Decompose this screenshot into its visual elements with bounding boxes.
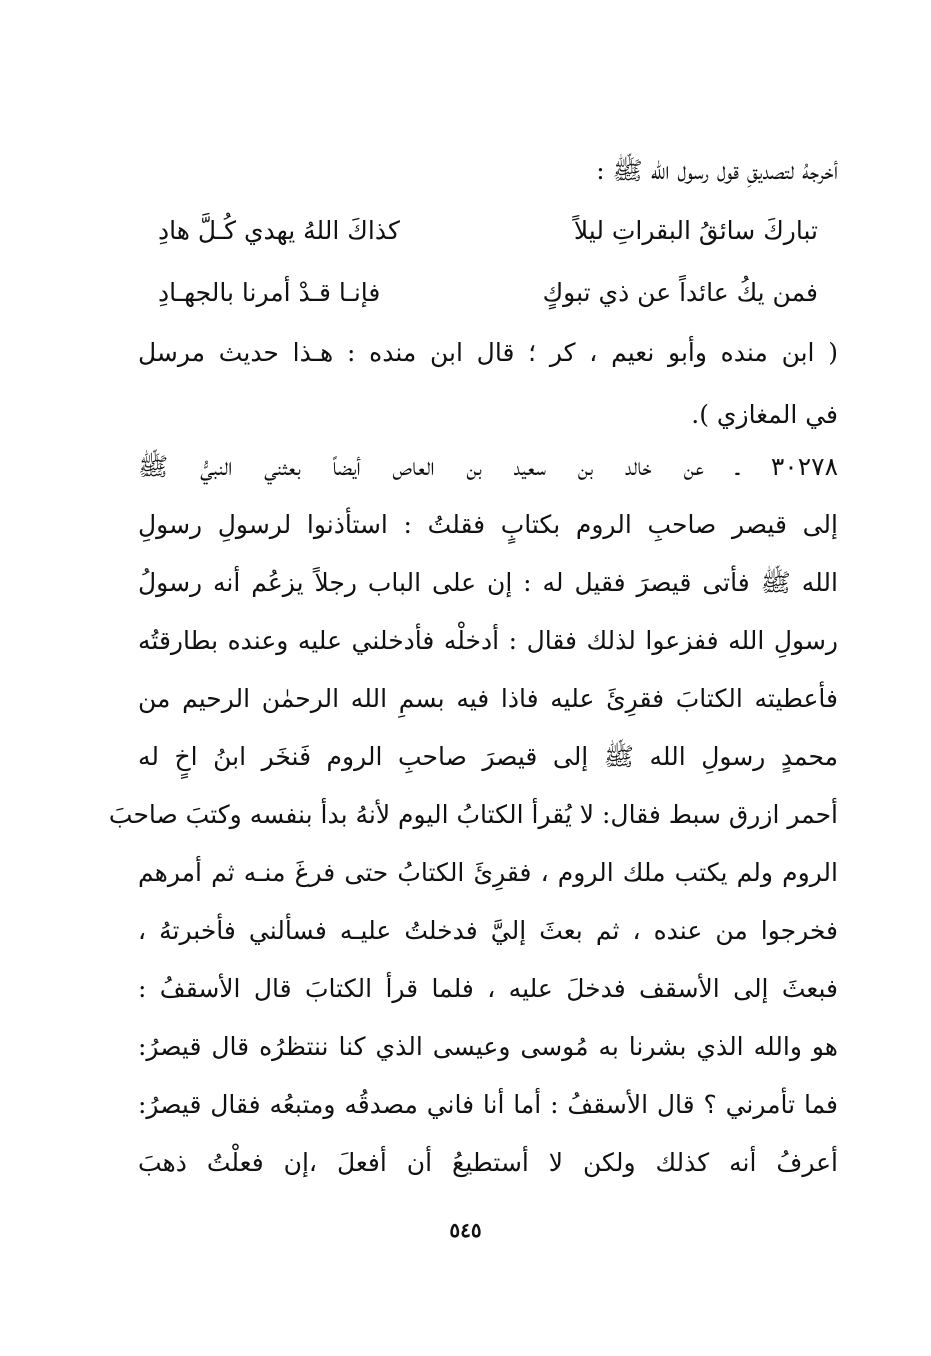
hadith-line: فخرجوا من عنده ، ثم بعثَ إليَّ فدخلتُ عليـه فسألني فأخبرتهُ ، bbox=[138, 916, 838, 945]
hadith-line: أحمر ازرق سبط فقال: لا يُقرأ الكتابُ اليوم لأنهُ بدأ بنفسه وكتبَ صاحبَ bbox=[108, 800, 838, 829]
hadith-line: فبعثَ إلى الأسقف فدخلَ عليه ، فلما قرأ الكتابَ قال الأسقفُ : bbox=[138, 974, 838, 1003]
hadith-paragraph bbox=[108, 436, 838, 1216]
hadith-line: أعرفُ أنه كذلك ولكن لا أستطيعُ أن أفعلَ ،إن فعلْتُ ذهبَ bbox=[138, 1148, 838, 1177]
intro-line: أخرجهُ لتصديقِ قول رسول الله ﷺ : bbox=[596, 156, 838, 185]
hadith-line: فأعطيته الكتابَ فقرِئَ عليه فاذا فيه بسمِ الله الرحمٰن الرحيم من bbox=[138, 684, 838, 713]
source-note-line: في المغازي ). bbox=[691, 400, 838, 429]
hadith-line: إلى قيصر صاحبِ الروم بكتابٍ فقلتُ : استأذنوا لرسولِ رسولِ bbox=[138, 510, 838, 539]
poem-verse bbox=[138, 262, 838, 324]
hadith-line: الروم ولم يكتب ملك الروم ، فقرِئَ الكتابُ حتى فرغَ منـه ثم أمرهم bbox=[138, 858, 838, 887]
poem-second-hemistich: فإنـا قـدْ أمرنا بالجهـادِ bbox=[158, 278, 381, 307]
poem-verse bbox=[138, 200, 838, 262]
hadith-line: رسولِ الله ففزعوا لذلك فقال : أدخلْه فأدخلني عليه وعنده بطارقتُه bbox=[138, 626, 838, 655]
source-note-line: ( ابن منده وأبو نعيم ، كر ؛ قال ابن منده : هـذا حديث مرسل bbox=[138, 338, 838, 367]
hadith-line: فما تأمرني ؟ قال الأسقفُ : أما أنا فاني مصدقُه ومتبعُه فقال قيصرُ: bbox=[138, 1090, 838, 1119]
hadith-line: محمدٍ رسولِ الله ﷺ إلى قيصرَ صاحبِ الروم فَنخَر ابنُ اخٍ له bbox=[138, 742, 838, 771]
poem-first-hemistich: فمن يكُ عائداً عن ذي تبوكٍ bbox=[542, 278, 818, 307]
intro-block bbox=[138, 140, 838, 202]
poem-second-hemistich: كذاكَ اللهُ يهدي كُـلَّ هادِ bbox=[158, 216, 400, 245]
hadith-line: ٣٠٢٧٨ ـ عن خالد بن سعيد بن العاص أيضاً بعثني النبيُّ ﷺ bbox=[138, 452, 838, 481]
source-note bbox=[138, 322, 838, 452]
poem-block bbox=[138, 200, 838, 330]
page-number: ٥٤٥ bbox=[449, 1218, 482, 1242]
hadith-line: الله ﷺ فأتى قيصرَ فقيل له : إن على الباب رجلاً يزعُم أنه رسولُ bbox=[138, 568, 838, 597]
poem-first-hemistich: تباركَ سائقُ البقراتِ ليلاً bbox=[573, 216, 818, 245]
hadith-line: هو والله الذي بشرنا به مُوسى وعيسى الذي كنا ننتظرُه قال قيصرُ: bbox=[138, 1032, 838, 1061]
